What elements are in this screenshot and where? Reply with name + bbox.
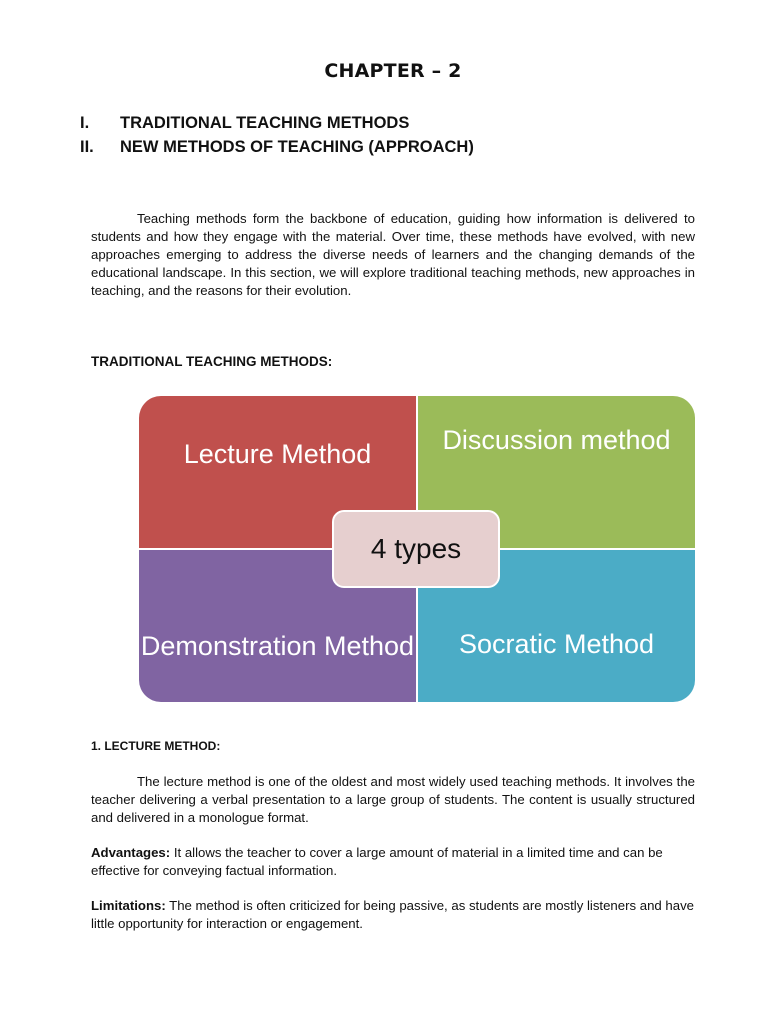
intro-paragraph: Teaching methods form the backbone of education, guiding how information is delivered to students and how they engage with the material. Over time, these methods have evolved, with new approaches emerging to address the diverse needs of learners and the changing demands of the educational landscape. In this section, we will explore traditional teaching methods, new approaches in teaching, and the reasons for their evolution.	[91, 211, 695, 298]
chapter-title: CHAPTER – 2	[324, 60, 462, 82]
toc-number: I.	[80, 114, 90, 132]
toc-item	[60, 135, 474, 159]
lecture-method-heading: 1. LECTURE METHOD:	[91, 739, 221, 753]
toc-text: NEW METHODS OF TEACHING (APPROACH)	[120, 138, 474, 156]
advantages-text: It allows the teacher to cover a large amount of material in a limited time and can be effective for conveying factual information.	[91, 845, 663, 878]
four-types-center-box: 4 types	[332, 510, 500, 588]
socratic-method-tile: Socratic Method	[418, 550, 695, 702]
traditional-methods-heading: TRADITIONAL TEACHING METHODS:	[91, 354, 333, 369]
toc-number: II.	[80, 138, 94, 156]
toc-text: TRADITIONAL TEACHING METHODS	[120, 114, 410, 132]
table-of-contents	[60, 111, 474, 159]
limitations-text: The method is often criticized for being passive, as students are mostly listeners and have little opportunity for interaction or engagement.	[91, 898, 695, 931]
lecture-method-paragraph: The lecture method is one of the oldest and most widely used teaching methods. It involves the teacher delivering a verbal presentation to a large group of students. The content is usually structured and delivered in a monologue format.	[91, 774, 695, 825]
advantages-label: Advantages:	[91, 845, 171, 860]
advantages-paragraph	[91, 844, 695, 880]
demonstration-method-tile: Demonstration Method	[139, 550, 416, 702]
discussion-method-tile: Discussion method	[418, 396, 695, 548]
limitations-paragraph	[91, 897, 695, 933]
limitations-label: Limitations:	[91, 898, 166, 913]
teaching-methods-diagram	[139, 396, 695, 702]
toc-item	[60, 111, 474, 135]
lecture-method-tile: Lecture Method	[139, 396, 416, 548]
